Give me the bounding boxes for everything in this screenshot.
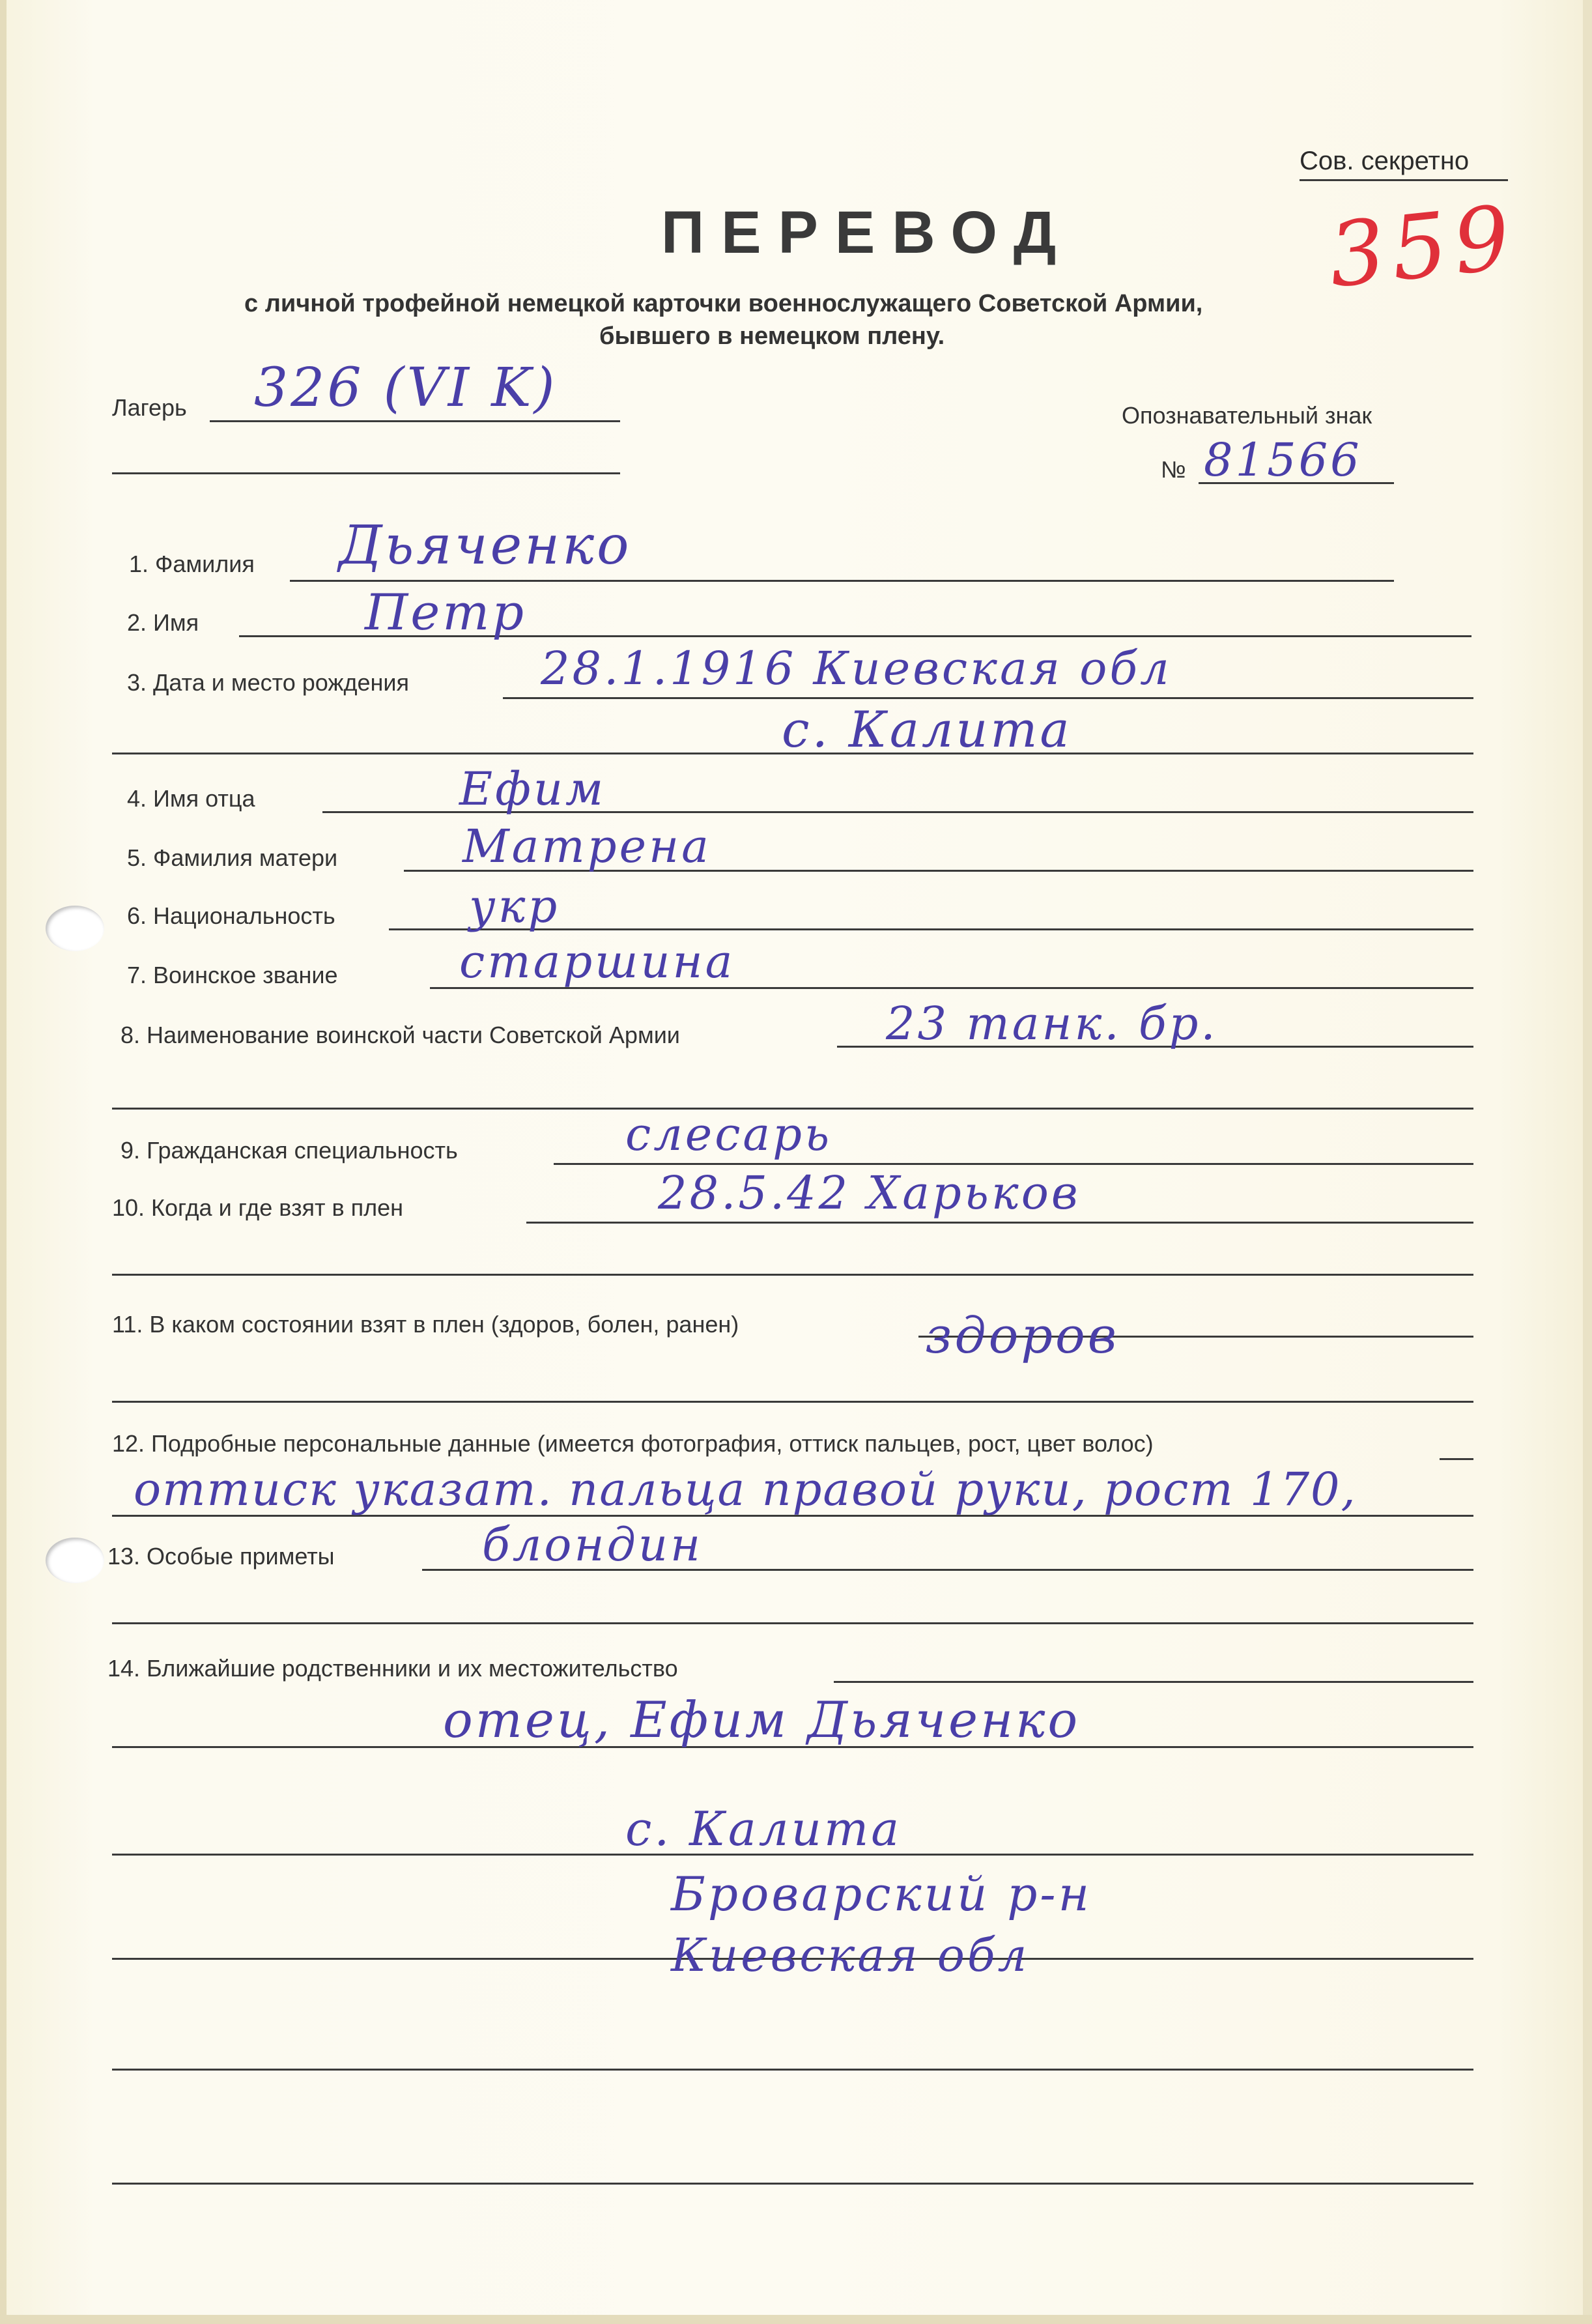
field-4-label: 4. Имя отца <box>127 785 255 812</box>
classification-underline <box>1300 179 1508 181</box>
field-11-label: 11. В каком состоянии взят в плен (здоров, болен, ранен) <box>112 1311 739 1338</box>
number-value: 81566 <box>1204 433 1362 487</box>
camp-line-2 <box>112 472 620 474</box>
document-subtitle-line2: бывшего в немецком плену. <box>599 323 945 350</box>
field-11-line-2 <box>112 1401 1473 1403</box>
field-10-line-2 <box>112 1274 1473 1276</box>
number-label: № <box>1161 456 1186 483</box>
field-10-label: 10. Когда и где взят в плен <box>112 1194 403 1221</box>
field-14-value-2: с. Калита <box>625 1801 902 1856</box>
field-5-value: Матрена <box>462 820 711 873</box>
paper-edge-left <box>0 0 7 2324</box>
field-6-value: укр <box>469 880 560 933</box>
field-9-label: 9. Гражданская специальность <box>121 1137 458 1164</box>
classification-label: Сов. секретно <box>1300 147 1470 175</box>
camp-line <box>210 420 620 422</box>
field-14-line <box>834 1681 1473 1683</box>
field-3-value: 28.1.1916 Киевская обл <box>541 642 1172 695</box>
field-2-label: 2. Имя <box>127 609 199 636</box>
field-13-value: блондин <box>482 1518 704 1571</box>
paper-edge-right <box>1583 0 1592 2324</box>
field-3-value-2: с. Калита <box>782 700 1072 758</box>
field-1-label: 1. Фамилия <box>129 551 255 577</box>
paper-edge-bottom <box>0 2315 1592 2324</box>
field-14-line-5 <box>112 2069 1473 2071</box>
punch-hole-bottom <box>46 1538 104 1583</box>
punch-hole-top <box>46 906 104 951</box>
document-subtitle-line1: с личной трофейной немецкой карточки военнослужащего Советской Армии, <box>244 290 1203 317</box>
field-14-line-6 <box>112 2183 1473 2185</box>
id-label: Опознавательный знак <box>1122 402 1372 429</box>
field-14-label: 14. Ближайшие родственники и их местожительство <box>107 1655 678 1682</box>
field-14-value: отец, Ефим Дьяченко <box>443 1691 1081 1749</box>
field-12-label: 12. Подробные персональные данные (имеется фотография, оттиск пальцев, рост, цвет волос) <box>112 1430 1154 1457</box>
camp-value: 326 (VI K) <box>254 357 558 419</box>
field-5-label: 5. Фамилия матери <box>127 844 338 871</box>
field-12-line <box>1440 1458 1473 1460</box>
field-14-value-3: Броварский р-н <box>671 1867 1092 1921</box>
field-3-label: 3. Дата и место рождения <box>127 669 409 696</box>
field-12-value: оттиск указат. пальца правой руки, рост 170, <box>134 1463 1357 1516</box>
field-6-label: 6. Национальность <box>127 902 335 929</box>
field-7-label: 7. Воинское звание <box>127 962 338 988</box>
field-8-label: 8. Наименование воинской части Советской Армии <box>121 1022 680 1048</box>
document-title: ПЕРЕВОД <box>661 199 1073 266</box>
field-4-value: Ефим <box>459 762 606 816</box>
camp-label: Лагерь <box>112 394 187 421</box>
field-9-value: слесарь <box>625 1108 832 1161</box>
field-10-line <box>526 1222 1473 1224</box>
field-3-line <box>503 697 1473 699</box>
field-10-value: 28.5.42 Харьков <box>658 1166 1081 1220</box>
field-14-value-4: Киевская обл <box>671 1929 1030 1982</box>
field-1-value: Дьяченко <box>339 515 632 577</box>
field-1-line <box>290 580 1394 582</box>
field-8-value: 23 танк. бр. <box>886 997 1218 1050</box>
field-11-value: здоров <box>925 1306 1120 1364</box>
field-7-value: старшина <box>459 935 735 988</box>
stamp-number: 359 <box>1324 186 1522 308</box>
field-13-line-2 <box>112 1622 1473 1624</box>
field-9-line <box>554 1163 1473 1165</box>
field-13-label: 13. Особые приметы <box>107 1543 335 1570</box>
field-2-value: Петр <box>365 583 526 641</box>
